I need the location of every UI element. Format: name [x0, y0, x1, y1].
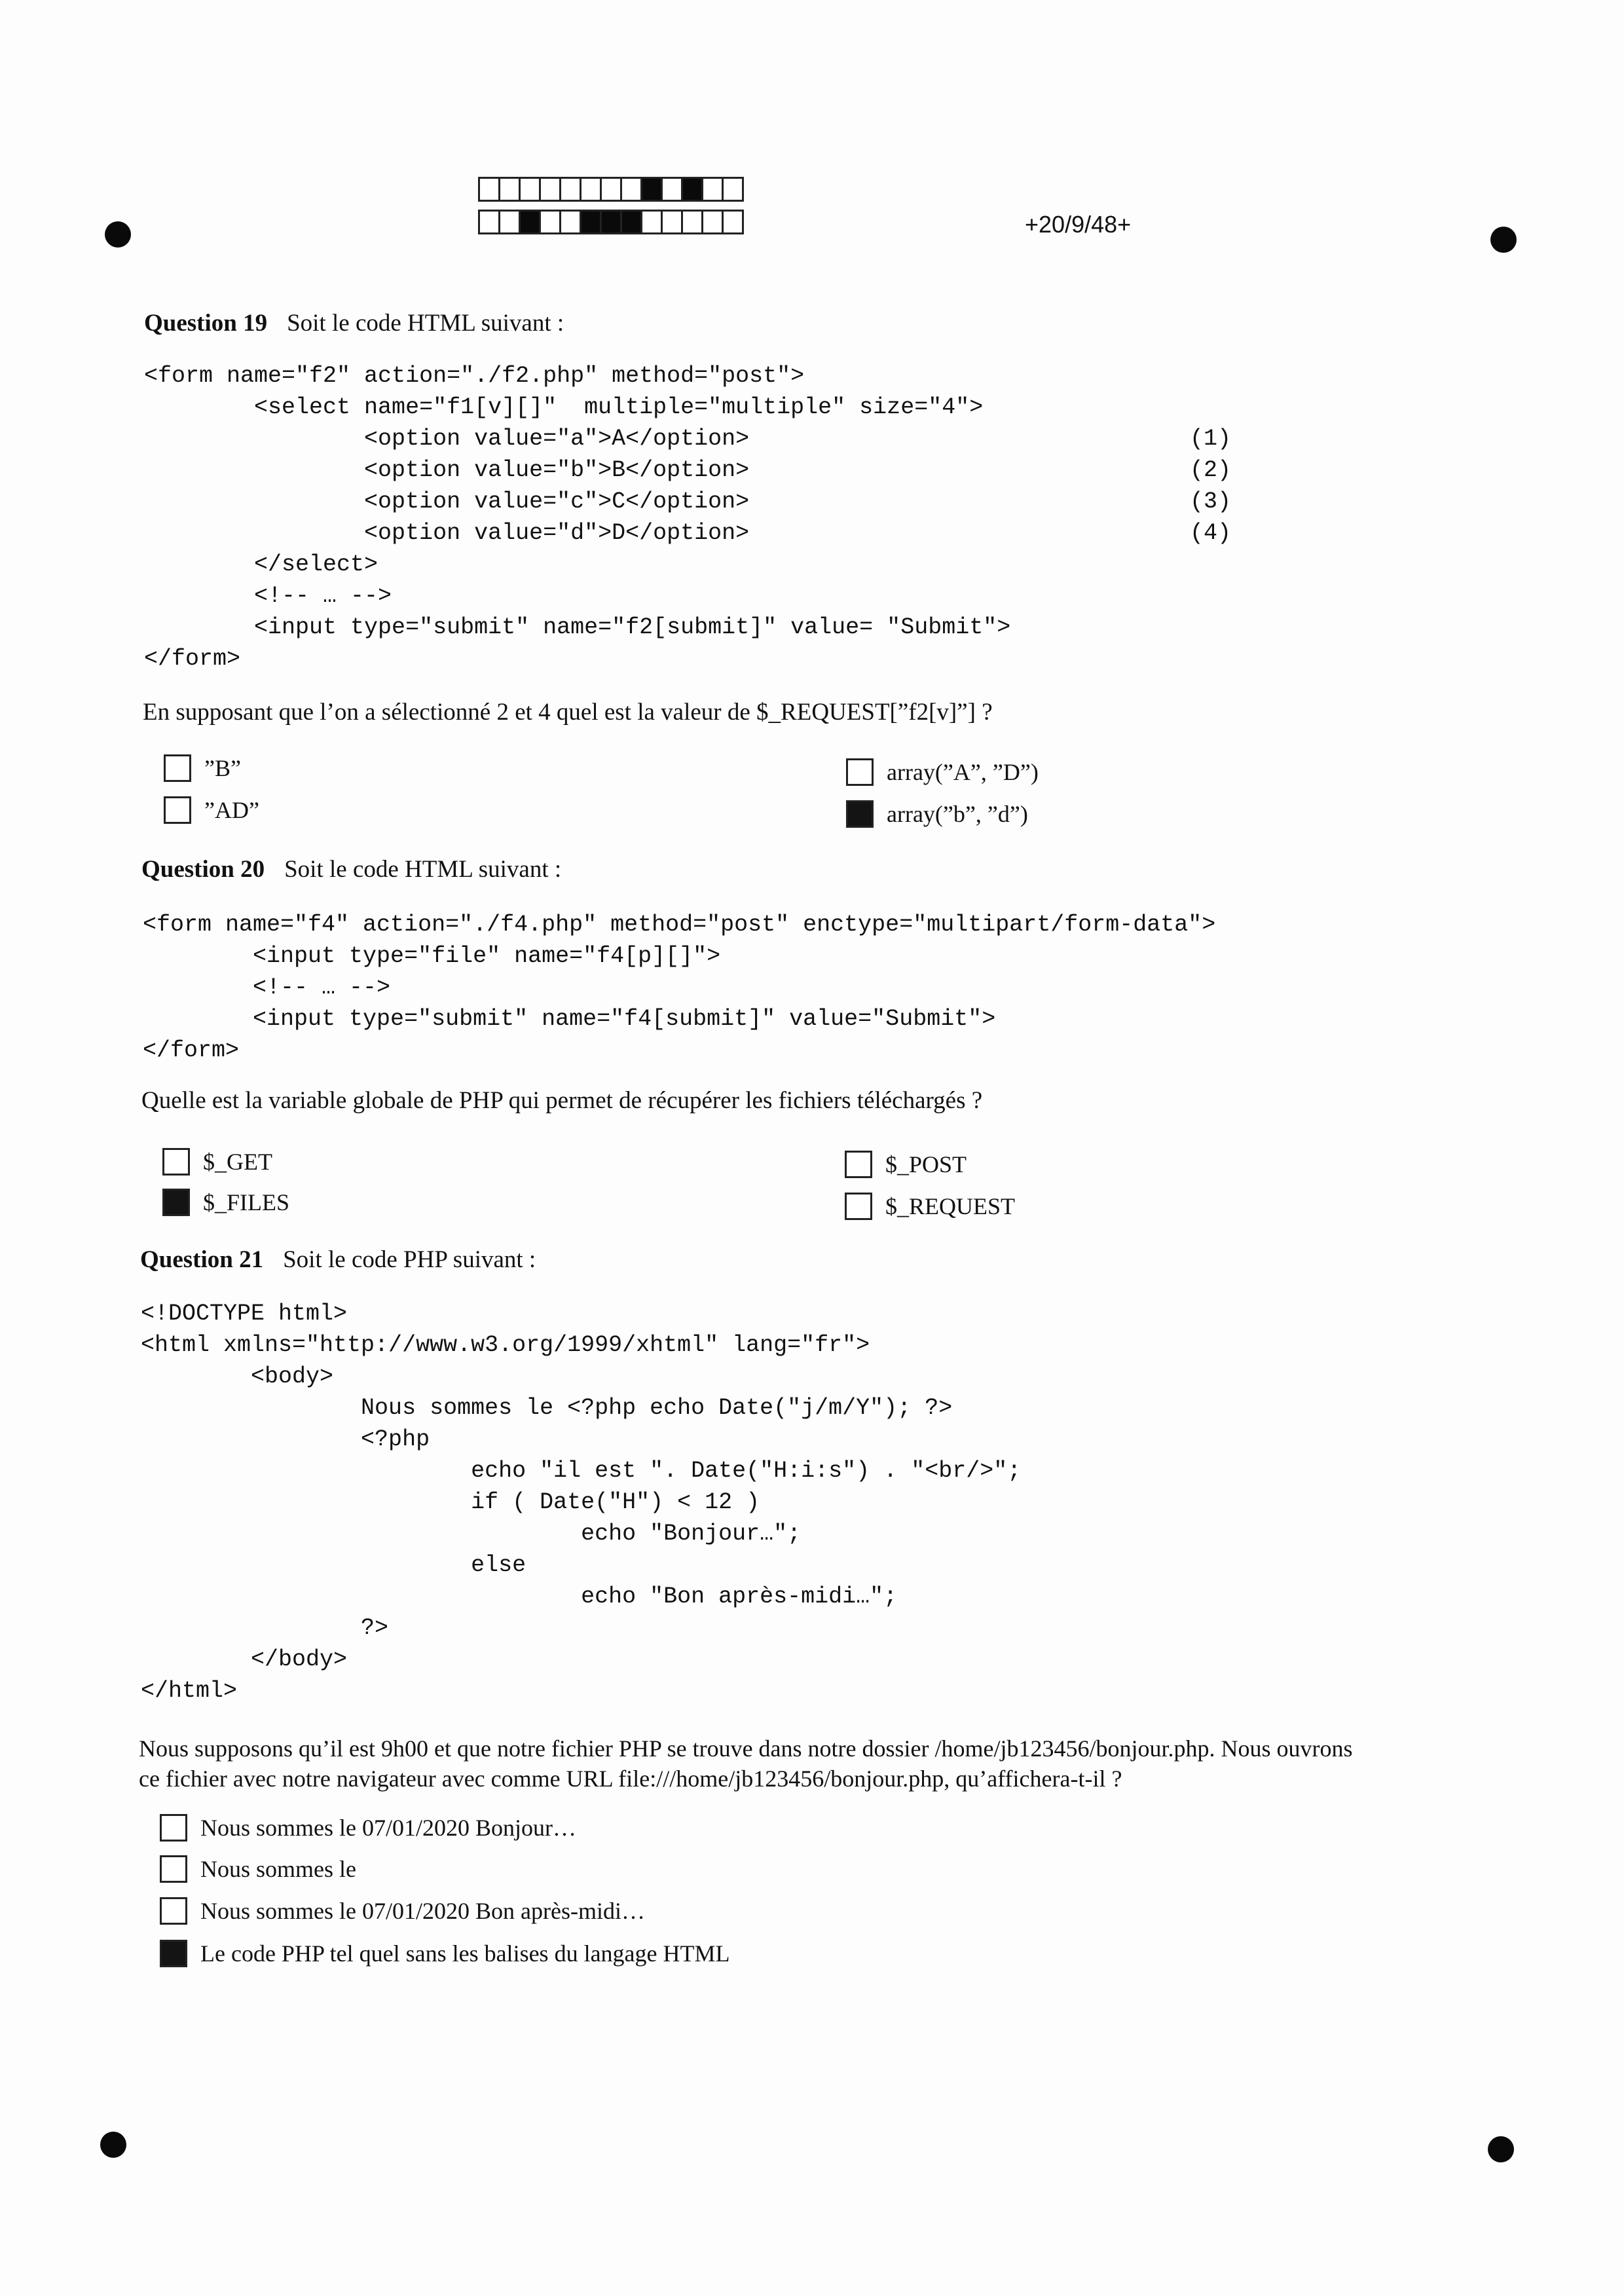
registration-mark-top-left [105, 221, 131, 248]
barcode-cell [600, 177, 622, 202]
code-line [141, 1392, 1254, 1424]
barcode-cell [722, 177, 744, 202]
answer-label: $_REQUEST [885, 1193, 1015, 1219]
answer-checkbox[interactable] [160, 1897, 187, 1925]
answer-label: ”AD” [204, 797, 259, 823]
barcode-cell [620, 210, 642, 234]
question-20-prompt: Quelle est la variable globale de PHP qui permet de récupérer les fichiers téléchargés ? [141, 1087, 983, 1114]
code-text: echo "il est ". Date("H:i:s") . "<br/>"; [141, 1458, 1022, 1484]
answer-checkbox[interactable] [845, 1151, 872, 1178]
answer-checkbox[interactable] [164, 754, 191, 782]
code-text: <input type="submit" name="f2[submit]" value= "Submit"> [144, 614, 1011, 640]
answer-checkbox[interactable] [164, 796, 191, 824]
question-20-header [141, 855, 561, 883]
code-line-number: (1) [1189, 426, 1231, 452]
code-line [143, 1003, 1256, 1035]
registration-mark-bottom-left [100, 2132, 126, 2158]
question-intro: Soit le code HTML suivant : [284, 856, 562, 883]
barcode-cell [498, 210, 521, 234]
code-text: echo "Bonjour…"; [141, 1521, 802, 1547]
question-21-header [140, 1246, 536, 1274]
answer-option[interactable] [164, 796, 259, 824]
code-line [141, 1298, 1254, 1329]
barcode-cell [559, 210, 581, 234]
code-line-number: (3) [1189, 489, 1231, 515]
barcode-cell [701, 177, 724, 202]
barcode-cell [640, 177, 663, 202]
barcode-cell [580, 210, 602, 234]
code-line [141, 1518, 1254, 1549]
answer-checkbox[interactable] [845, 1193, 872, 1220]
code-line [144, 517, 1231, 549]
barcode-cell [661, 177, 683, 202]
barcode-cell [681, 177, 703, 202]
code-text: <option value="d">D</option> [144, 520, 750, 546]
code-text: <select name="f1[v][]" multiple="multiple" size="4"> [144, 394, 984, 420]
code-text: <option value="b">B</option> [144, 457, 750, 483]
answer-label: array(”b”, ”d”) [887, 801, 1028, 827]
question-19-prompt: En supposant que l’on a sélectionné 2 et 4 quel est la valeur de $_REQUEST[”f2[v]”] ? [143, 699, 993, 726]
question-20-code [143, 909, 1256, 1066]
code-text: <input type="submit" name="f4[submit]" value="Submit"> [143, 1006, 996, 1032]
code-line [141, 1455, 1254, 1487]
barcode-row-1 [478, 177, 742, 202]
code-line [144, 360, 1231, 392]
code-line [143, 940, 1256, 972]
question-intro: Soit le code HTML suivant : [287, 310, 564, 337]
answer-label: $_FILES [203, 1189, 290, 1215]
answer-label: Le code PHP tel quel sans les balises du langage HTML [200, 1940, 730, 1967]
question-21-prompt-line-1: Nous supposons qu’il est 9h00 et que notre fichier PHP se trouve dans notre dossier /home/jb123456/bonjour.php. Nous ouvrons [139, 1735, 1353, 1762]
barcode-cell [519, 210, 541, 234]
answer-label: ”B” [204, 755, 241, 781]
code-text: ?> [141, 1615, 389, 1641]
barcode-cell [640, 210, 663, 234]
question-21-code [141, 1298, 1254, 1707]
code-text: <input type="file" name="f4[p][]"> [143, 943, 721, 969]
code-text: <body> [141, 1363, 334, 1390]
code-line [141, 1361, 1254, 1392]
answer-option[interactable] [845, 1193, 1015, 1220]
code-line [143, 972, 1256, 1003]
barcode-cell [559, 177, 581, 202]
question-21-prompt-line-2: ce fichier avec notre navigateur avec comme URL file:///home/jb123456/bonjour.php, qu’affichera-t-il ? [139, 1766, 1122, 1792]
code-text: <form name="f2" action="./f2.php" method="post"> [144, 363, 805, 389]
answer-option[interactable] [160, 1814, 576, 1842]
answer-label: array(”A”, ”D”) [887, 759, 1039, 785]
answer-label: Nous sommes le 07/01/2020 Bon après-midi… [200, 1898, 645, 1924]
answer-checkbox[interactable] [162, 1148, 190, 1176]
code-line [144, 580, 1231, 612]
barcode-row-2 [478, 210, 742, 234]
code-text: <option value="c">C</option> [144, 489, 750, 515]
answer-checkbox[interactable] [162, 1189, 190, 1216]
code-text: </html> [141, 1678, 238, 1704]
registration-mark-top-right [1490, 227, 1517, 253]
code-line [144, 454, 1231, 486]
answer-checkbox[interactable] [846, 800, 874, 828]
answer-label: Nous sommes le 07/01/2020 Bonjour… [200, 1815, 576, 1841]
answer-label: $_POST [885, 1151, 967, 1177]
answer-option[interactable] [160, 1855, 356, 1883]
code-line [141, 1644, 1254, 1675]
code-line [144, 423, 1231, 454]
code-line [141, 1487, 1254, 1518]
answer-option[interactable] [160, 1940, 730, 1967]
code-line-number: (2) [1189, 457, 1231, 483]
answer-checkbox[interactable] [160, 1855, 187, 1883]
question-label: Question 20 [141, 856, 265, 883]
answer-checkbox[interactable] [160, 1814, 187, 1842]
code-text: </select> [144, 551, 378, 578]
answer-option[interactable] [162, 1148, 272, 1176]
barcode-cell [519, 177, 541, 202]
code-text: </body> [141, 1646, 348, 1673]
code-text: <!-- … --> [144, 583, 392, 609]
code-line [144, 486, 1231, 517]
code-line [143, 1035, 1256, 1066]
barcode-cell [701, 210, 724, 234]
answer-option[interactable] [160, 1897, 645, 1925]
code-text: Nous sommes le <?php echo Date("j/m/Y"); ?> [141, 1395, 953, 1421]
code-line [141, 1675, 1254, 1707]
answer-label: Nous sommes le [200, 1856, 356, 1882]
answer-option[interactable] [162, 1189, 289, 1216]
answer-option[interactable] [846, 758, 1039, 786]
code-text: <form name="f4" action="./f4.php" method="post" enctype="multipart/form-data"> [143, 912, 1216, 938]
registration-mark-bottom-right [1488, 2136, 1514, 2162]
barcode-cell [661, 210, 683, 234]
barcode-cell [539, 210, 561, 234]
question-label: Question 21 [140, 1246, 264, 1273]
code-text: <option value="a">A</option> [144, 426, 750, 452]
barcode-cell [478, 177, 500, 202]
code-line [144, 392, 1231, 423]
sheet-id: +20/9/48+ [1025, 211, 1132, 238]
code-line-number: (4) [1189, 520, 1231, 546]
answer-option[interactable] [845, 1151, 967, 1178]
code-line [141, 1581, 1254, 1612]
barcode-cell [722, 210, 744, 234]
barcode-cell [539, 177, 561, 202]
code-text: <!DOCTYPE html> [141, 1301, 348, 1327]
answer-label: $_GET [203, 1149, 272, 1175]
answer-option[interactable] [164, 754, 241, 782]
code-text: <?php [141, 1426, 430, 1453]
code-text: if ( Date("H") < 12 ) [141, 1489, 760, 1515]
code-text: echo "Bon après-midi…"; [141, 1583, 898, 1610]
code-line [143, 909, 1256, 940]
barcode-cell [478, 210, 500, 234]
question-label: Question 19 [144, 310, 268, 337]
code-line [141, 1549, 1254, 1581]
barcode-cell [600, 210, 622, 234]
code-text: <!-- … --> [143, 974, 391, 1001]
barcode-cell [620, 177, 642, 202]
code-line [141, 1329, 1254, 1361]
code-line [144, 612, 1231, 643]
code-text: </form> [144, 646, 241, 672]
barcode-cell [681, 210, 703, 234]
question-19-code [144, 360, 1231, 675]
answer-option[interactable] [846, 800, 1028, 828]
barcode-cell [580, 177, 602, 202]
code-text: else [141, 1552, 526, 1578]
barcode-cell [498, 177, 521, 202]
answer-checkbox[interactable] [160, 1940, 187, 1967]
code-text: </form> [143, 1037, 240, 1064]
answer-checkbox[interactable] [846, 758, 874, 786]
question-19-header [144, 309, 564, 337]
code-text: <html xmlns="http://www.w3.org/1999/xhtml" lang="fr"> [141, 1332, 870, 1358]
code-line [144, 549, 1231, 580]
question-intro: Soit le code PHP suivant : [283, 1246, 536, 1273]
code-line [141, 1424, 1254, 1455]
code-line [141, 1612, 1254, 1644]
code-line [144, 643, 1231, 675]
